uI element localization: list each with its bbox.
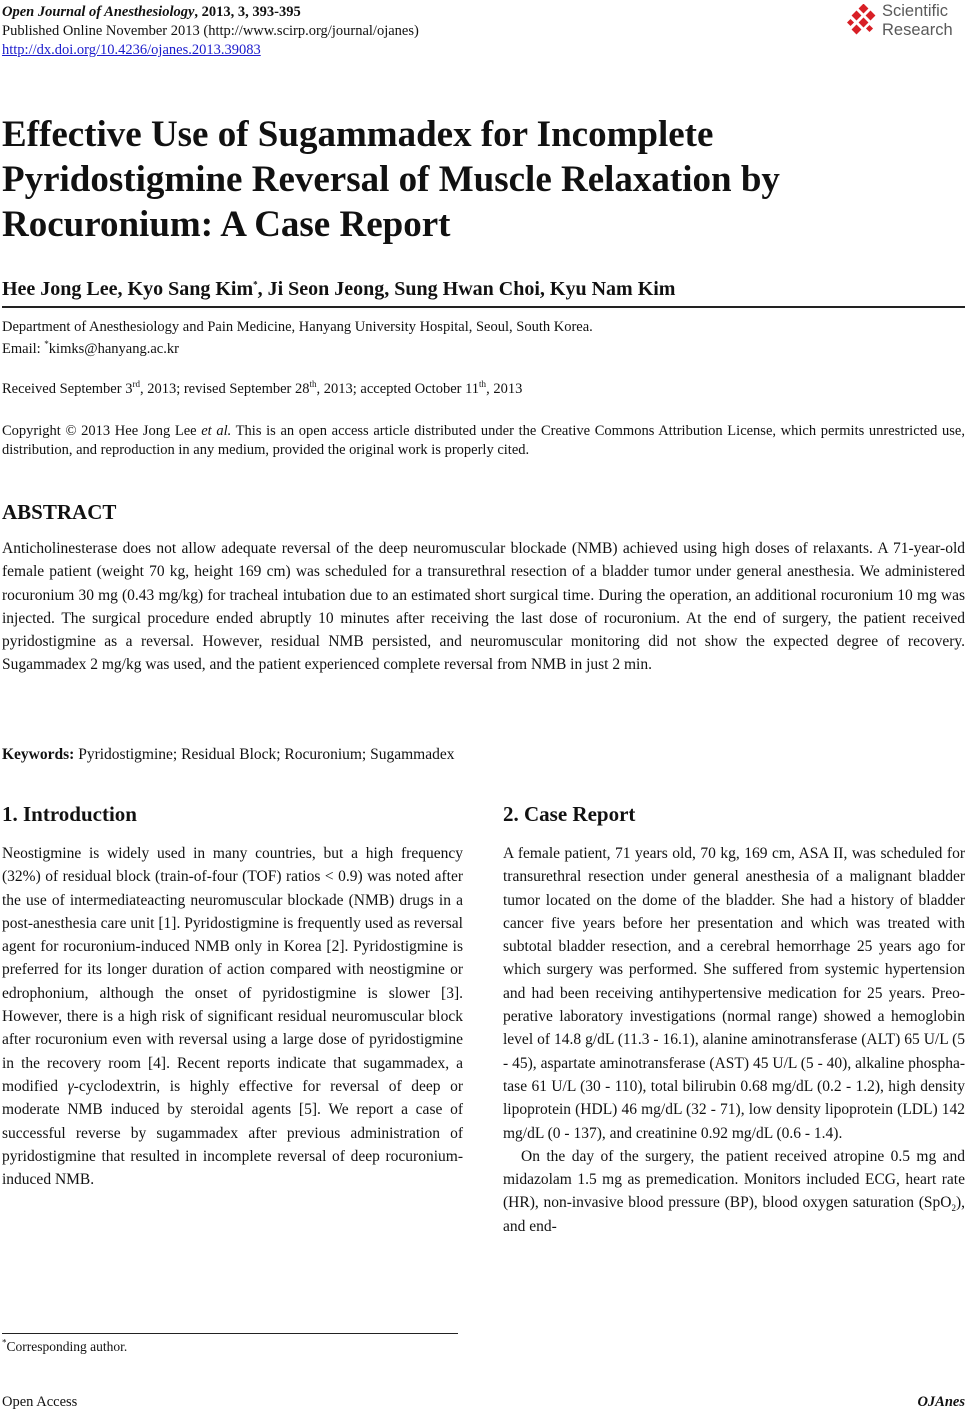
intro-body: [2, 842, 463, 1191]
case-heading: 2. Case Report: [503, 802, 636, 826]
keywords: [2, 746, 454, 764]
footnote-mark: *: [2, 1337, 7, 1348]
revised-suffix: th: [309, 379, 317, 390]
spo2-subscript: 2: [951, 1203, 956, 1214]
journal-name: Open Journal of Anesthesiology: [2, 4, 195, 20]
intro-text-1: Neostigmine is widely used in many countries, but a high frequency (32%) of residual block (train-of-four (TOF) ratios < 0.9) was noted after the use of intermediateacting neuromuscular blockade (NMB) drugs in a post-anesthesia care unit [1]. Pyridostigmine is frequently used as reversal agent for rocuronium-induced NMB only in Korea [2]. Pyridostigmine is preferred for its longer duration of action compared with neostigmine or edrophonium, although the onset of pyridostigmine is slower [3]. However, there is a high risk of significant residual neuromuscular block after rocuronium even with reversal using a large dose of pyridostigmine in the recovery room [4]. Recent reports indicate that sugammadex, a modified: [2, 845, 463, 1095]
case-text-2b: ), and end-: [503, 1194, 965, 1235]
keywords-text: Pyridostigmine; Residual Block; Rocuronium; Sugammadex: [74, 746, 455, 763]
case-paragraph-2: [503, 1145, 965, 1238]
published-online: Published Online November 2013 (http://www.scirp.org/journal/ojanes): [2, 23, 419, 39]
doi-link[interactable]: http://dx.doi.org/10.4236/ojanes.2013.39083: [2, 42, 261, 58]
footnote-text: Corresponding author.: [6, 1339, 128, 1354]
keywords-label: Keywords:: [2, 746, 75, 763]
copyright-part1: Copyright © 2013 Hee Jong Lee: [2, 423, 202, 439]
abstract-text: Anticholinesterase does not allow adequate reversal of the deep neuromuscular blockade (NMB) achieved using high doses of relaxants. A 71-year-old female patient (weight 70 kg, height 169 cm) was scheduled for a transurethral resection of a bladder tumor under general anesthesia. We administered rocuronium 30 mg (0.43 mg/kg) for tracheal intubation due to an estimated short surgical time. During the operation, an additional rocuronium 10 mg was injected. The surgical procedure ended abruptly 10 minutes after receiving the last dose of rocuronium. At the end of surgery, the patient received pyridostigmine as a reversal. However, residual NMB persisted, and neuromuscular monitoring did not show the expected degree of recovery. Sugammadex 2 mg/kg was used, and the patient experienced complete reversal from NMB in just 2 min.: [2, 540, 965, 674]
journal-citation: , 2013, 3, 393-395: [194, 4, 301, 20]
footnote: [2, 1339, 127, 1355]
journal-header: [2, 3, 419, 60]
footnote-rule: [2, 1333, 458, 1334]
article-dates: [2, 380, 522, 399]
footer-journal-abbrev: OJAnes: [917, 1394, 965, 1410]
accepted-suffix: th: [479, 379, 487, 390]
email-line: [2, 340, 179, 359]
affiliation: Department of Anesthesiology and Pain Medicine, Hanyang University Hospital, Seoul, South Korea.: [2, 319, 593, 335]
received-date: Received September 3: [2, 381, 133, 397]
corresponding-mark: *: [253, 279, 258, 290]
footer-open-access: Open Access: [2, 1394, 78, 1410]
intro-text-2: -cyclodextrin, is highly effective for reversal of deep or moderate NMB induced by steroidal agents [5]. We report a case of successful reverse by sugammadex after previous administration of pyridostigmine that resulted in incomplete reversal of deep rocuronium-induced NMB.: [2, 1077, 463, 1189]
email-label: Email:: [2, 341, 45, 357]
paper-title: Effective Use of Sugammadex for Incomplete Pyridostigmine Reversal of Muscle Relaxation by Rocuronium: A Case Report: [2, 114, 780, 245]
copyright-part2: This is an open access article distributed under the Creative Commons Attribution License, which permits unrestricted use, distribution, and reproduction in any medium, provided the original work is properly cited.: [2, 423, 965, 458]
case-body: [503, 842, 965, 1238]
publisher-logo: [847, 2, 965, 44]
authors-part1: Hee Jong Lee, Kyo Sang Kim: [2, 278, 254, 300]
revised-date: , 2013; revised September 28: [139, 381, 310, 397]
copyright-notice: [2, 422, 965, 460]
intro-paragraph: [2, 842, 463, 1191]
accepted-year: , 2013: [486, 381, 523, 397]
email-address[interactable]: kimks@hanyang.ac.kr: [48, 341, 179, 357]
email-mark: *: [44, 339, 49, 350]
title-divider: [2, 306, 965, 308]
authors-part2: , Ji Seon Jeong, Sung Hwan Choi, Kyu Nam Kim: [257, 278, 676, 300]
copyright-etal: et al.: [201, 423, 232, 439]
gamma-symbol: γ: [67, 1077, 74, 1095]
logo-text-research: Research: [882, 21, 953, 39]
received-suffix: rd: [132, 379, 140, 390]
abstract-heading: ABSTRACT: [2, 500, 117, 524]
logo-text-scientific: Scientific: [882, 2, 949, 20]
case-paragraph-1: A female patient, 71 years old, 70 kg, 169 cm, ASA II, was scheduled for transurethral resection under general anesthesia of a malignant bladder tumor located on the dome of the bladder. She had a history of bladder cancer five years before her presentation and which was treated with subtotal bladder resection, and a cerebral hemorrhage 25 years ago for which surgery was performed. She suffered from systemic hypertension and had been receiving antihypertensive medication for 25 years. Preoperative laboratory investigations (normal range) showed a hemoglobin level of 14.8 g/dL (11.3 - 16.1), alanine aminotransferase (ALT) 65 U/L (5 - 45), aspartate aminotransferase (AST) 45 U/L (5 - 40), alkaline phosphatase 61 U/L (30 - 110), total bilirubin 0.68 mg/dL (0.2 - 1.2), high density lipoprotein (HDL) 46 mg/dL (32 - 71), low density lipoprotein (LDL) 142 mg/dL (0 - 137), and creatinine 0.92 mg/dL (0.6 - 1.4).: [503, 845, 965, 1142]
author-list: [2, 278, 675, 301]
accepted-date: , 2013; accepted October 11: [316, 381, 480, 397]
intro-heading: 1. Introduction: [2, 802, 137, 826]
page-footer: [2, 1394, 965, 1411]
case-text-2a: On the day of the surgery, the patient received atropine 0.5 mg and midazolam 1.5 mg as premedication. Monitors included ECG, heart rate (HR), non-invasive blood pressure (BP), blood oxygen saturation (SpO: [503, 1147, 965, 1212]
publisher-logo-icon: [847, 4, 879, 40]
